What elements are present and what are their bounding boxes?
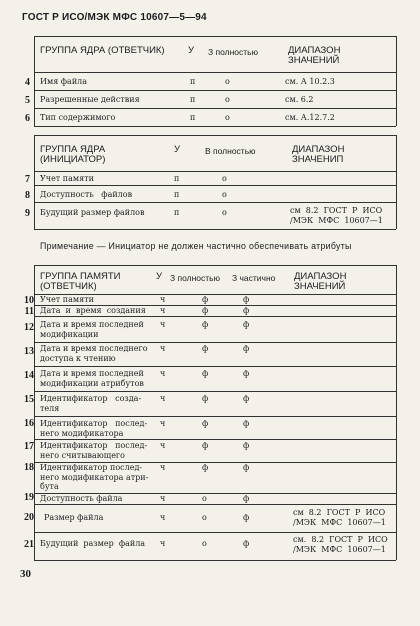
row-number: 17 (24, 441, 34, 452)
partial-value: ф (243, 494, 250, 503)
col-header-u: У (156, 271, 163, 282)
full-value: о (225, 113, 230, 122)
col-header-full: В полностью (205, 146, 256, 156)
range-value: см. 8.2 ГОСТ Р ИСО /МЭК МФС 10607—1 (293, 535, 388, 554)
attribute-name: Тип содержимого (40, 113, 116, 122)
full-value: ф (202, 344, 209, 353)
row-number: 18 (24, 462, 34, 473)
col-header-partial: З частично (232, 273, 276, 283)
row-number: 19 (24, 492, 34, 503)
col-header-full: З полностью (208, 47, 258, 57)
partial-value: ф (243, 513, 250, 522)
partial-value: ф (243, 463, 250, 472)
full-value: о (222, 174, 227, 183)
u-value: ч (160, 369, 166, 378)
row-number: 4 (25, 77, 30, 88)
u-value: ч (160, 306, 166, 315)
u-value: п (190, 113, 196, 122)
attribute-name: Имя файла (40, 77, 88, 86)
u-value: ч (160, 513, 166, 522)
row-number: 8 (25, 190, 30, 201)
partial-value: ф (243, 320, 250, 329)
u-value: п (174, 190, 180, 199)
attribute-name: Доступность файла (40, 494, 123, 503)
row-number: 21 (24, 539, 34, 550)
partial-value: ф (243, 394, 250, 403)
u-value: п (190, 77, 196, 86)
col-header-range: ДИАПАЗОН ЗНАЧЕНИЙ (288, 45, 341, 66)
attribute-name: Учет памяти (40, 295, 94, 304)
attribute-name: Разрешенные действия (40, 95, 140, 104)
u-value: ч (160, 494, 166, 503)
col-header-range: ДИАПАЗОН ЗНАЧЕНИП (292, 144, 345, 165)
row-number: 12 (24, 322, 34, 333)
row-number: 16 (24, 418, 34, 429)
row-number: 5 (25, 95, 30, 106)
attribute-name: Идентификатор послед- него считывающего (40, 441, 148, 460)
u-value: ч (160, 539, 166, 548)
full-value: ф (202, 369, 209, 378)
col-header-full: З полностью (170, 273, 220, 283)
attribute-name: Будущий размер файлов (40, 208, 145, 217)
u-value: ч (160, 394, 166, 403)
attribute-name: Доступность файлов (40, 190, 133, 199)
row-number: 7 (25, 174, 30, 185)
row-number: 10 (24, 295, 34, 306)
full-value: о (225, 77, 230, 86)
col-header-u: У (174, 144, 181, 155)
attribute-name: Дата и время создания (40, 306, 146, 315)
full-value: о (202, 513, 207, 522)
range-value: см. 6.2 (285, 95, 314, 104)
attribute-name: Идентификатор послед- него модификатора атри- бута (40, 463, 149, 491)
partial-value: ф (243, 306, 250, 315)
u-value: ч (160, 463, 166, 472)
full-value: ф (202, 394, 209, 403)
full-value: ф (202, 419, 209, 428)
u-value: ч (160, 320, 166, 329)
full-value: о (225, 95, 230, 104)
table-title: ГРУППА ЯДРА (ИНИЦИАТОР) (40, 144, 106, 165)
row-number: 14 (24, 370, 34, 381)
row-number: 20 (24, 512, 34, 523)
u-value: п (174, 174, 180, 183)
table-title: ГРУППА ЯДРА (ОТВЕТЧИК) (40, 45, 165, 56)
full-value: ф (202, 320, 209, 329)
attribute-name: Дата и время последней модификации атрибутов (40, 369, 144, 388)
full-value: ф (202, 463, 209, 472)
col-header-u: У (188, 45, 195, 56)
attribute-name: Будущий размер файла (40, 539, 146, 548)
attribute-name: Учет памяти (40, 174, 94, 183)
range-value: см. А.12.7.2 (285, 113, 335, 122)
row-number: 13 (24, 346, 34, 357)
full-value: о (222, 208, 227, 217)
u-value: ч (160, 441, 166, 450)
attribute-name: Идентификатор созда- теля (40, 394, 142, 413)
note: Примечание — Инициатор не должен частично обеспечивать атрибуты (40, 241, 352, 251)
full-value: о (202, 494, 207, 503)
partial-value: ф (243, 295, 250, 304)
u-value: п (174, 208, 180, 217)
u-value: ч (160, 419, 166, 428)
page-number: 30 (20, 568, 31, 580)
row-number: 6 (25, 113, 30, 124)
full-value: ф (202, 295, 209, 304)
row-number: 11 (24, 306, 34, 317)
attribute-name: Дата и время последней модификации (40, 320, 144, 339)
partial-value: ф (243, 369, 250, 378)
range-value: см. А 10.2.3 (285, 77, 335, 86)
full-value: ф (202, 306, 209, 315)
full-value: о (222, 190, 227, 199)
partial-value: ф (243, 419, 250, 428)
page-header: ГОСТ Р ИСО/МЭК МФС 10607—5—94 (22, 12, 207, 23)
u-value: п (190, 95, 196, 104)
u-value: ч (160, 295, 166, 304)
full-value: ф (202, 441, 209, 450)
partial-value: ф (243, 539, 250, 548)
range-value: см 8.2 ГОСТ Р ИСО /МЭК МФС 10607—1 (290, 206, 383, 225)
row-number: 15 (24, 394, 34, 405)
attribute-name: Дата и время последнего доступа к чтению (40, 344, 148, 363)
col-header-range: ДИАПАЗОН ЗНАЧЕНИЙ (294, 271, 347, 292)
partial-value: ф (243, 344, 250, 353)
attribute-name: Идентификатор послед- него модификатора (40, 419, 148, 438)
range-value: см 8.2 ГОСТ Р ИСО /МЭК МФС 10607—1 (293, 508, 386, 527)
partial-value: ф (243, 441, 250, 450)
attribute-name: Размер файла (44, 513, 104, 522)
u-value: ч (160, 344, 166, 353)
full-value: о (202, 539, 207, 548)
row-number: 9 (25, 208, 30, 219)
table-title: ГРУППА ПАМЯТИ (ОТВЕТЧИК) (40, 271, 121, 292)
